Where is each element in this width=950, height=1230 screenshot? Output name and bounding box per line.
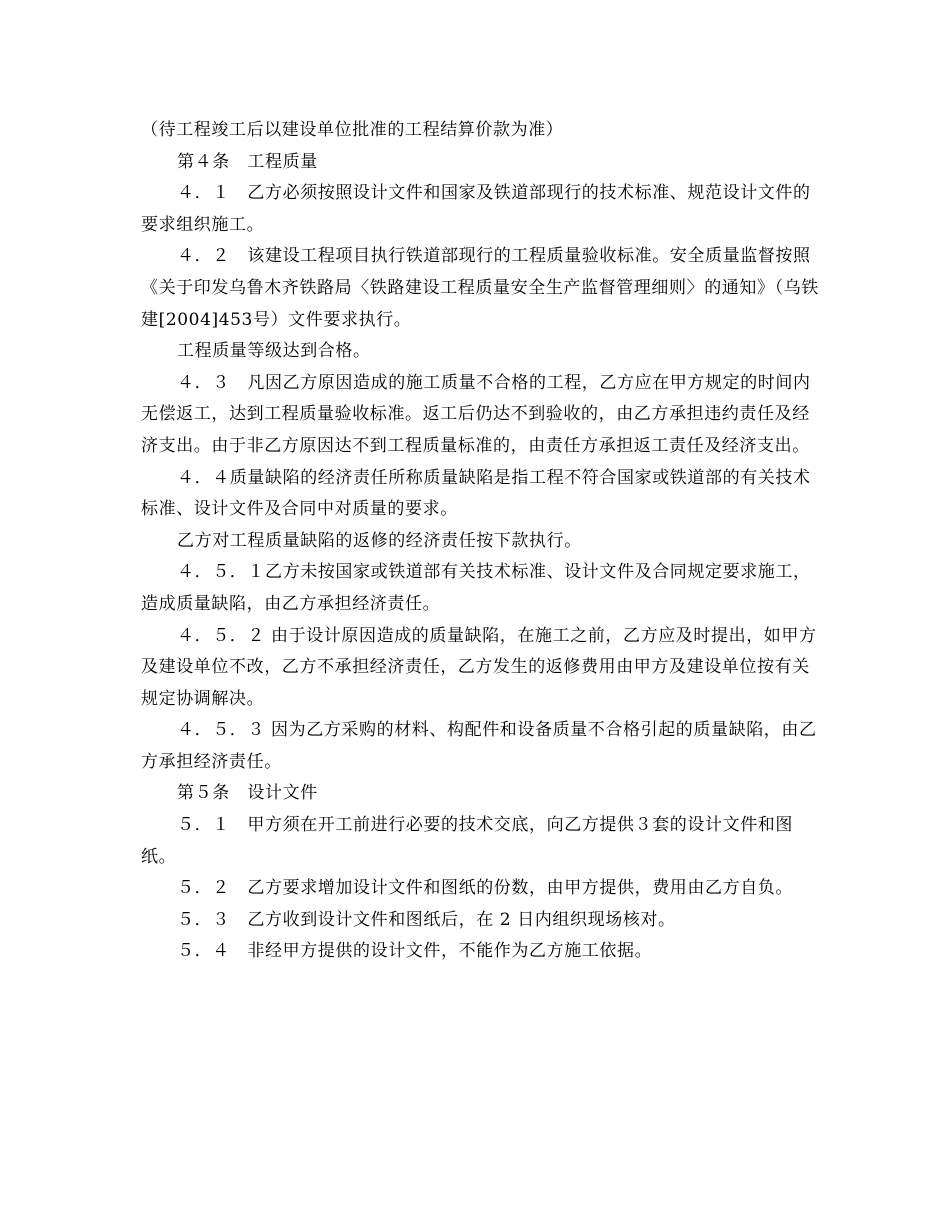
clause-4-2: ４．２ 该建设工程项目执行铁道部现行的工程质量验收标准。安全质量监督按照《关于印发乌鲁木齐铁路局〈铁路建设工程质量安全生产监督管理细则〉的通知》（乌铁建[2004]453号）文件要求执行。 xyxy=(141,246,819,330)
clause-4-4: ４．４质量缺陷的经济责任所称质量缺陷是指工程不符合国家或铁道部的有关技术标准、设计文件及合同中对质量的要求。 xyxy=(141,467,811,520)
clause-4-5-1: ４．５．１乙方未按国家或铁道部有关技术标准、设计文件及合同规定要求施工，造成质量缺陷，由乙方承担经济责任。 xyxy=(141,562,811,614)
paragraph-quality-grade: 工程质量等级达到合格。 xyxy=(177,341,371,362)
clause-4-1: ４．１ 乙方必须按照设计文件和国家及铁道部现行的技术标准、规范设计文件的要求组织施工。 xyxy=(141,183,811,235)
paragraph-repair-responsibility: 乙方对工程质量缺陷的返修的经济责任按下款执行。 xyxy=(177,530,582,551)
clause-5-2: ５．２ 乙方要求增加设计文件和图纸的份数，由甲方提供，费用由乙方自负。 xyxy=(177,878,793,899)
clause-4-5-3: ４．５．３ 因为乙方采购的材料、构配件和设备质量不合格引起的质量缺陷，由乙方承担经济责任。 xyxy=(141,720,817,772)
heading-article-5-design-documents: 第５条 设计文件 xyxy=(177,783,318,804)
heading-article-4-quality: 第４条 工程质量 xyxy=(177,151,318,172)
clause-5-1: ５．１ 甲方须在开工前进行必要的技术交底，向乙方提供３套的设计文件和图纸。 xyxy=(141,815,793,867)
clause-5-4: ５．４ 非经甲方提供的设计文件，不能作为乙方施工依据。 xyxy=(177,941,653,962)
paragraph-settlement-note: （待工程竣工后以建设单位批准的工程结算价款为准） xyxy=(141,120,564,140)
document-body xyxy=(141,115,821,968)
clause-4-3: ４．３ 凡因乙方原因造成的施工质量不合格的工程，乙方应在甲方规定的时间内无偿返工，达到工程质量验收标准。返工后仍达不到验收的，由乙方承担违约责任及经济支出。由于非乙方原因达不到工程质量标准的，由责任方承担返工责任及经济支出。 xyxy=(141,372,811,456)
clause-4-5-2: ４．５．２ 由于设计原因造成的质量缺陷，在施工之前，乙方应及时提出，如甲方及建设单位不改，乙方不承担经济责任，乙方发生的返修费用由甲方及建设单位按有关规定协调解决。 xyxy=(141,625,817,709)
clause-5-3: ５．３ 乙方收到设计文件和图纸后，在 2 日内组织现场核对。 xyxy=(177,909,676,930)
